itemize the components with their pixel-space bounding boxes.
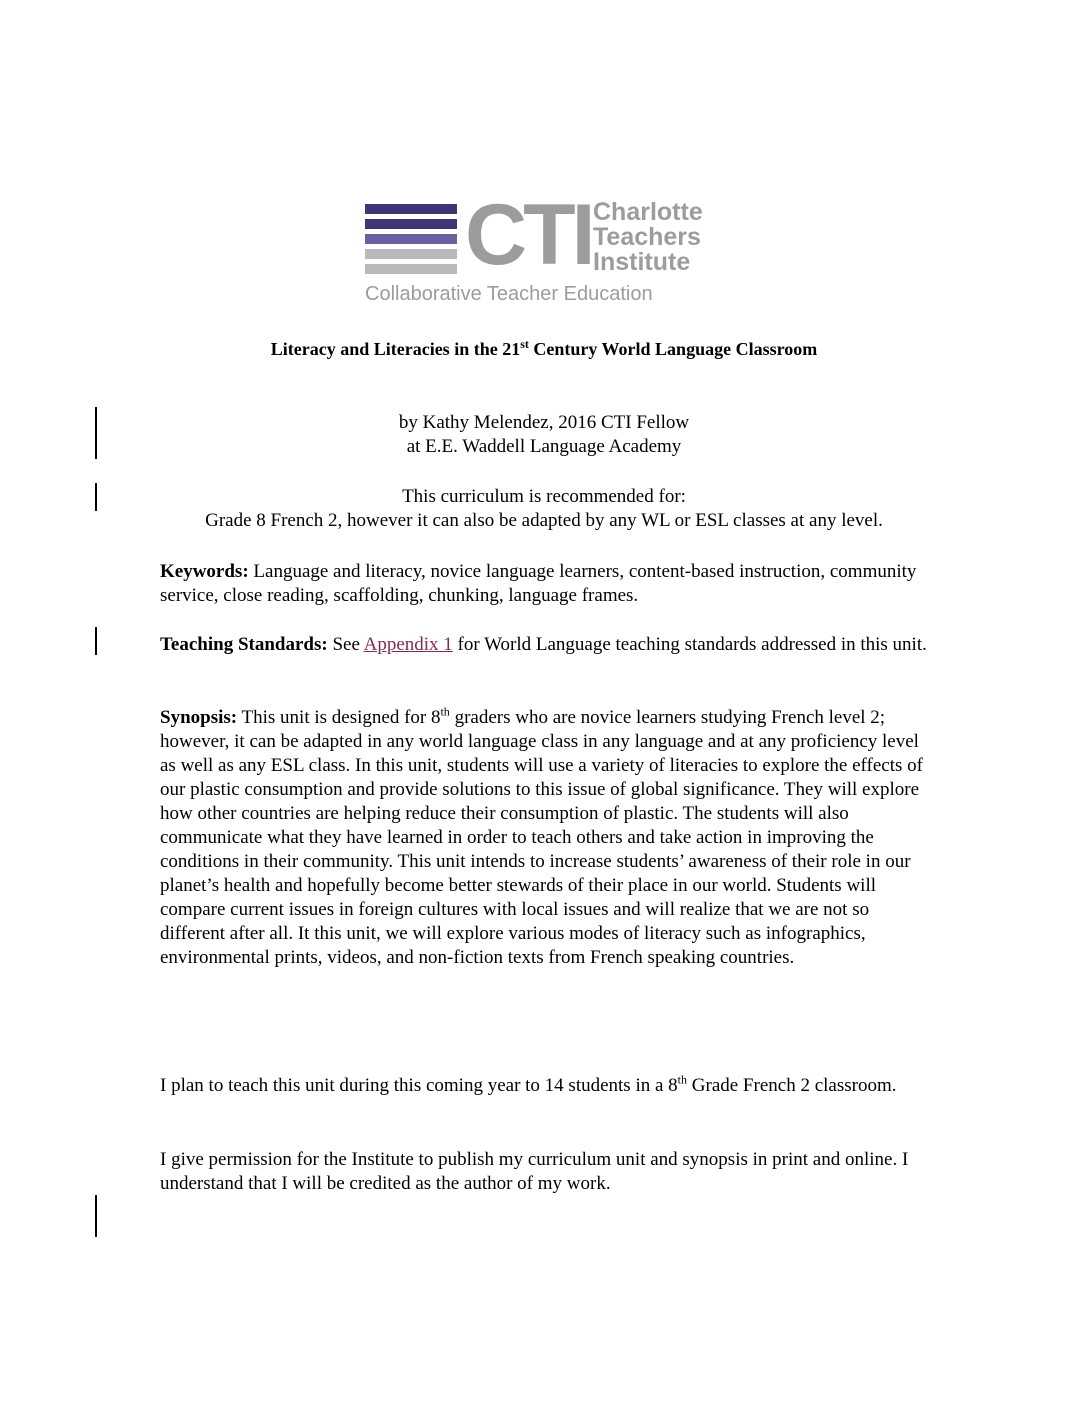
- appendix-link[interactable]: Appendix 1: [363, 634, 453, 655]
- document-title: [0, 339, 1088, 360]
- logo-acronym: CTI: [465, 187, 592, 283]
- logo-stripe-2: [365, 219, 457, 229]
- plan-paragraph: [160, 1074, 930, 1098]
- logo-line-1: Charlotte: [593, 198, 703, 226]
- byline-school: at E.E. Waddell Language Academy: [406, 436, 682, 457]
- recommendation-text: Grade 8 French 2, however it can also be adapted by any WL or ESL classes at any level.: [205, 510, 883, 531]
- plan-post: Grade French 2 classroom.: [687, 1075, 897, 1096]
- synopsis-sup: th: [440, 704, 450, 719]
- synopsis-pre: This unit is designed for 8: [237, 707, 441, 728]
- keywords-paragraph: [160, 560, 930, 608]
- permission-paragraph: [160, 1148, 930, 1196]
- logo-stripe-3: [365, 234, 457, 244]
- logo-stripes-icon: [365, 204, 457, 272]
- logo-stripe-5: [365, 264, 457, 274]
- plan-pre: I plan to teach this unit during this coming year to 14 students in a 8: [160, 1075, 678, 1096]
- logo-stripe-1: [365, 204, 457, 214]
- cti-logo: [365, 187, 725, 310]
- synopsis-text: graders who are novice learners studying French level 2; however, it can be adapted in any world language class in any language and at any proficiency level as well as any ESL class. In this unit, students will use a variety of literacies to explore the effects of our plastic consumption and provide solutions to this issue of global significance. They will explore how other countries are helping reduce their consumption of plastic. The students will also communicate what they have learned in order to teach others and take action in improving the conditions in their community. This unit intends to increase students’ awareness of their role in our planet’s health and hopefully become better stewards of their place in our world. Students will compare current issues in foreign cultures with local issues and will realize that we are not so different after all. It this unit, we will explore various modes of literacy such as infographics, environmental prints, videos, and non-fiction texts from French speaking countries.: [160, 707, 923, 968]
- byline: [0, 411, 1088, 459]
- synopsis-paragraph: [160, 706, 930, 970]
- logo-stripe-4: [365, 249, 457, 259]
- title-sup: st: [520, 337, 529, 351]
- logo-line-3: Institute: [593, 248, 691, 276]
- permission-text: I give permission for the Institute to publish my curriculum unit and synopsis in print and online. I understand that I will be credited as the author of my work.: [160, 1149, 909, 1194]
- revision-bar: [95, 627, 97, 655]
- standards-post: for World Language teaching standards addressed in this unit.: [452, 634, 927, 655]
- standards-paragraph: [160, 633, 930, 657]
- keywords-text: Language and literacy, novice language learners, content-based instruction, community service, close reading, scaffolding, chunking, language frames.: [160, 561, 917, 606]
- recommendation-heading: This curriculum is recommended for:: [402, 486, 686, 507]
- plan-sup: th: [677, 1072, 688, 1087]
- logo-name: [593, 200, 703, 275]
- title-prefix: Literacy and Literacies in the 21: [270, 339, 521, 359]
- synopsis-label: Synopsis:: [160, 707, 238, 728]
- recommendation: [0, 485, 1088, 533]
- revision-bar: [95, 1195, 97, 1237]
- standards-pre: See: [327, 634, 364, 655]
- keywords-label: Keywords:: [160, 561, 249, 582]
- logo-line-2: Teachers: [593, 223, 701, 251]
- title-suffix: Century World Language Classroom: [528, 339, 818, 359]
- logo-tagline: Collaborative Teacher Education: [365, 283, 653, 305]
- standards-label: Teaching Standards:: [160, 634, 328, 655]
- byline-author: by Kathy Melendez, 2016 CTI Fellow: [398, 412, 690, 433]
